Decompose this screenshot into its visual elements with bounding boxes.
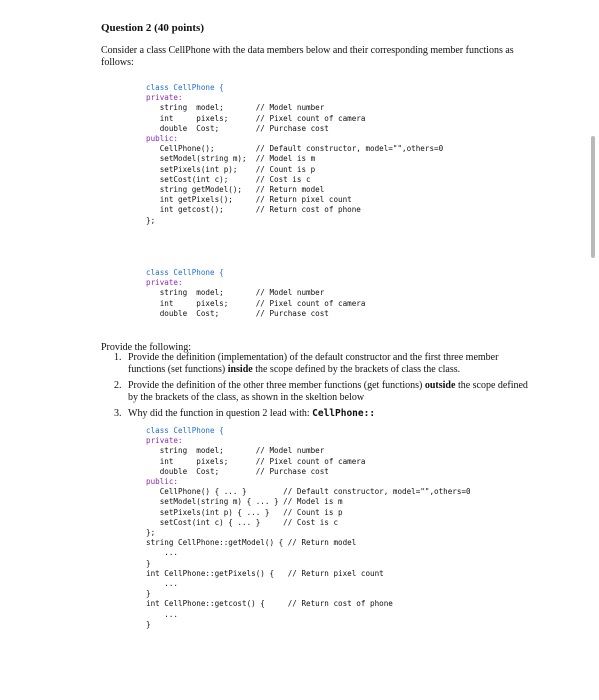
code-line: int pixels; // Pixel count of camera <box>146 456 366 466</box>
code-line: } <box>146 589 151 599</box>
code-line: class CellPhone { <box>146 83 224 92</box>
code-line: double Cost; // Purchase cost <box>146 123 329 133</box>
task-text-end: the scope defined by the brackets of class the class. <box>252 364 461 375</box>
task-item-1 <box>114 352 533 376</box>
code-line: private: <box>146 93 183 103</box>
code-line: } <box>146 558 151 568</box>
code-line: int CellPhone::getPixels() { // Return pixel count <box>146 568 384 578</box>
task-code-emphasis: CellPhone:: <box>312 408 376 419</box>
code-line: int pixels; // Pixel count of camera <box>146 298 366 308</box>
code-line: class CellPhone { <box>146 426 224 435</box>
code-block-skeleton <box>146 426 471 630</box>
question-intro: Consider a class CellPhone with the data members below and their corresponding member functions as follows: <box>101 45 514 68</box>
task-number: 3. <box>114 408 122 419</box>
task-item-3 <box>114 408 533 420</box>
code-line: private: <box>146 436 183 446</box>
code-line: private: <box>146 278 183 288</box>
code-line: string model; // Model number <box>146 446 325 456</box>
code-line: setCost(int c); // Cost is c <box>146 174 311 184</box>
code-line: class CellPhone { <box>146 268 224 277</box>
code-line: int getPixels(); // Return pixel count <box>146 195 352 205</box>
code-line: string getModel(); // Return model <box>146 185 325 195</box>
vertical-scrollbar[interactable] <box>591 136 595 258</box>
code-line: string model; // Model number <box>146 103 325 113</box>
task-item-2 <box>114 380 533 404</box>
code-line: ... <box>146 609 179 619</box>
code-line: ... <box>146 579 179 589</box>
code-line: }; <box>146 215 156 225</box>
code-line: setPixels(int p) { ... } // Count is p <box>146 507 343 517</box>
code-line: int getcost(); // Return cost of phone <box>146 205 361 215</box>
code-line: } <box>146 619 151 629</box>
task-number: 1. <box>114 352 122 363</box>
task-number: 2. <box>114 380 122 391</box>
code-line: setCost(int c) { ... } // Cost is c <box>146 517 339 527</box>
code-block-class-declaration <box>146 83 443 226</box>
task-emphasis: outside <box>424 380 456 391</box>
code-line: double Cost; // Purchase cost <box>146 466 329 476</box>
code-line: CellPhone() { ... } // Default constructor, model="",others=0 <box>146 487 471 497</box>
code-line: string CellPhone::getModel() { // Return model <box>146 538 357 548</box>
code-line: public: <box>146 477 179 487</box>
task-text: Provide the definition of the other three member functions (get functions) <box>128 380 425 391</box>
code-line: ... <box>146 548 179 558</box>
code-line: setPixels(int p); // Count is p <box>146 164 316 174</box>
code-line: string model; // Model number <box>146 288 325 298</box>
code-line: setModel(string m) { ... } // Model is m <box>146 497 343 507</box>
code-line: int pixels; // Pixel count of camera <box>146 113 366 123</box>
code-line: int CellPhone::getcost() { // Return cost of phone <box>146 599 393 609</box>
task-emphasis: inside <box>227 364 253 375</box>
code-line: }; <box>146 528 156 538</box>
question-title: Question 2 (40 points) <box>101 22 204 34</box>
code-line: double Cost; // Purchase cost <box>146 308 329 318</box>
task-text: Provide the definition (implementation) of the default constructor and the first three member functions (set functions) <box>128 352 499 375</box>
code-block-private-members <box>146 268 365 319</box>
code-line: CellPhone(); // Default constructor, model="",others=0 <box>146 144 444 154</box>
code-line: public: <box>146 134 179 144</box>
code-line: setModel(string m); // Model is m <box>146 154 316 164</box>
task-text-end: the scope defined by the brackets of the class, as shown in the skeltion below <box>128 380 528 403</box>
provide-heading: Provide the following: <box>101 342 191 353</box>
task-text: Why did the function in question 2 lead with: <box>128 408 313 419</box>
